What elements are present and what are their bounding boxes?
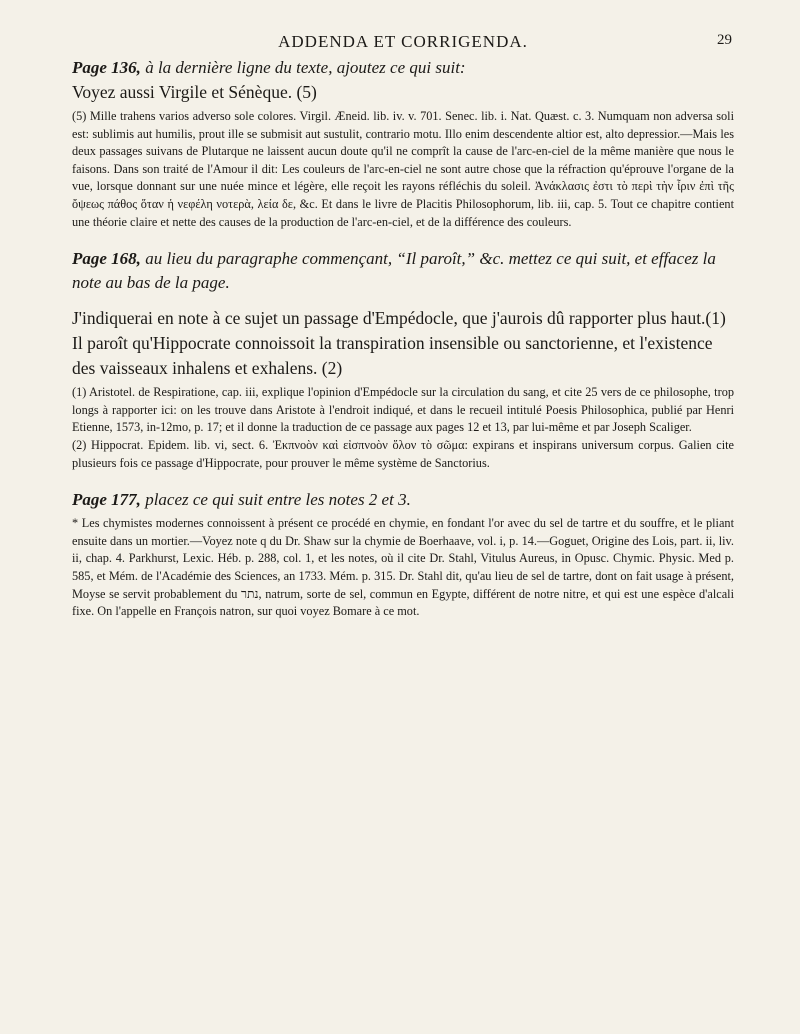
page-header <box>72 18 734 56</box>
heading-instruction: au lieu du paragraphe commençant, “Il paroît,” &c. mettez ce qui suit, et effacez la note au bas de la page. <box>72 249 716 293</box>
heading-instruction: placez ce qui suit entre les notes 2 et 3. <box>140 490 411 510</box>
page-number: 29 <box>717 32 732 48</box>
footnote: (1) Aristotel. de Respiratione, cap. iii, explique l'opinion d'Empédocle sur la circulation du sang, et cite 25 vers de ce philosophe, trop longs à rapporter ici: on les trouve dans Aristote à l'endroit indiqué, et dans le recueil intitulé Poesis Philosophica, publié par Henri Etienne, 1573, in-12mo, p. 17; et il donne la traduction de ce passage aux pages 12 et 13, par lui-même et par Joseph Scaliger. <box>72 385 734 435</box>
section-heading <box>72 488 734 512</box>
footnote: (5) Mille trahens varios adverso sole colores. Virgil. Æneid. lib. iv. v. 701. Senec. lib. i. Nat. Quæst. c. 3. Numquam non adversa soli est: sublimis aut humilis, prout ille se submisit aut sustulit, contrario motu. Illo enim descendente altior est, alto depressior.—Mais les deux passages suivans de Plutarque ne laissent aucun doute qu'il ne comprît la cause de l'arc-en-ciel de la même manière que nous le faisons. Dans son traité de l'Amour il dit: Les couleurs de l'arc-en-ciel ne sont autre chose que la réfraction qu'éprouve l'organe de la vue, lorsque donnant sur une nuée mince et légère, elle reçoit les rayons réfléchis du soleil. Ἀνάκλασις ἐστι τὸ περὶ τὴν ἶριν ἐπὶ τῆς ὄψεως πάθος ὅταν ἡ νεφέλη νοτερὰ, λεία δε, &c. Et dans le livre de Placitis Philosophorum, lib. iii, cap. 5. Tout ce chapitre contient une théorie claire et nette des causes de la production de l'arc-en-ciel, et de la différence des couleurs. <box>72 109 734 229</box>
document-page <box>72 18 734 621</box>
body-line: Voyez aussi Virgile et Sénèque. (5) <box>72 82 317 102</box>
addendum-page-168 <box>72 247 734 472</box>
heading-page-ref: Page 177, <box>72 490 141 510</box>
footnote: (2) Hippocrat. Epidem. lib. vi, sect. 6. Ἐκπνοὸν καὶ εἰσπνοὸν ὅλον τὸ σῶμα: expirans et inspirans universum corpus. Galien cite plusieurs fois ce passage d'Hippocrate, pour prouver le même système de Sanctorius. <box>72 437 734 470</box>
body-paragraph: J'indiquerai en note à ce sujet un passage d'Empédocle, que j'aurois dû rapporter plus haut.(1) <box>72 308 726 329</box>
section-heading <box>72 56 734 80</box>
addendum-page-136 <box>72 56 734 231</box>
footnote: * Les chymistes modernes connoissent à présent ce procédé en chymie, en fondant l'or avec du sel de tartre et du souffre, et le pliant ensuite dans un mortier.—Voyez note q du Dr. Shaw sur la chymie de Boerhaave, vol. i, p. 14.—Goguet, Origine des Lois, part. ii, liv. ii, chap. 4. Parkhurst, Lexic. Héb. p. 288, col. 1, et les notes, où il cite Dr. Stahl, Vitulus Aureus, in Opusc. Chymic. Physic. Med p. 585, et Mém. de l'Académie des Sciences, an 1733. Mém. p. 315. Dr. Stahl dit, qu'au lieu de sel de tartre, dont on fait usage à présent, Moyse se servit probablement du נתר, natrum, sorte de sel, commun en Egypte, différent de notre nitre, et qui est une espèce d'alcali fixe. On l'appelle en François natron, sur quoi voyez Bomare à ce mot. <box>72 516 735 619</box>
body-paragraph: Il paroît qu'Hippocrate connoissoit la transpiration insensible ou sanctorienne, et l'existence des vaisseaux inhalens et exhalens. (2) <box>72 333 713 379</box>
section-heading <box>72 247 734 295</box>
addendum-page-177 <box>72 488 734 621</box>
heading-instruction: à la dernière ligne du texte, ajoutez ce qui suit: <box>140 58 466 77</box>
running-title: ADDENDA ET CORRIGENDA. <box>278 32 528 51</box>
heading-page-ref: Page 136, <box>72 58 141 77</box>
heading-page-ref: Page 168, <box>72 249 141 269</box>
